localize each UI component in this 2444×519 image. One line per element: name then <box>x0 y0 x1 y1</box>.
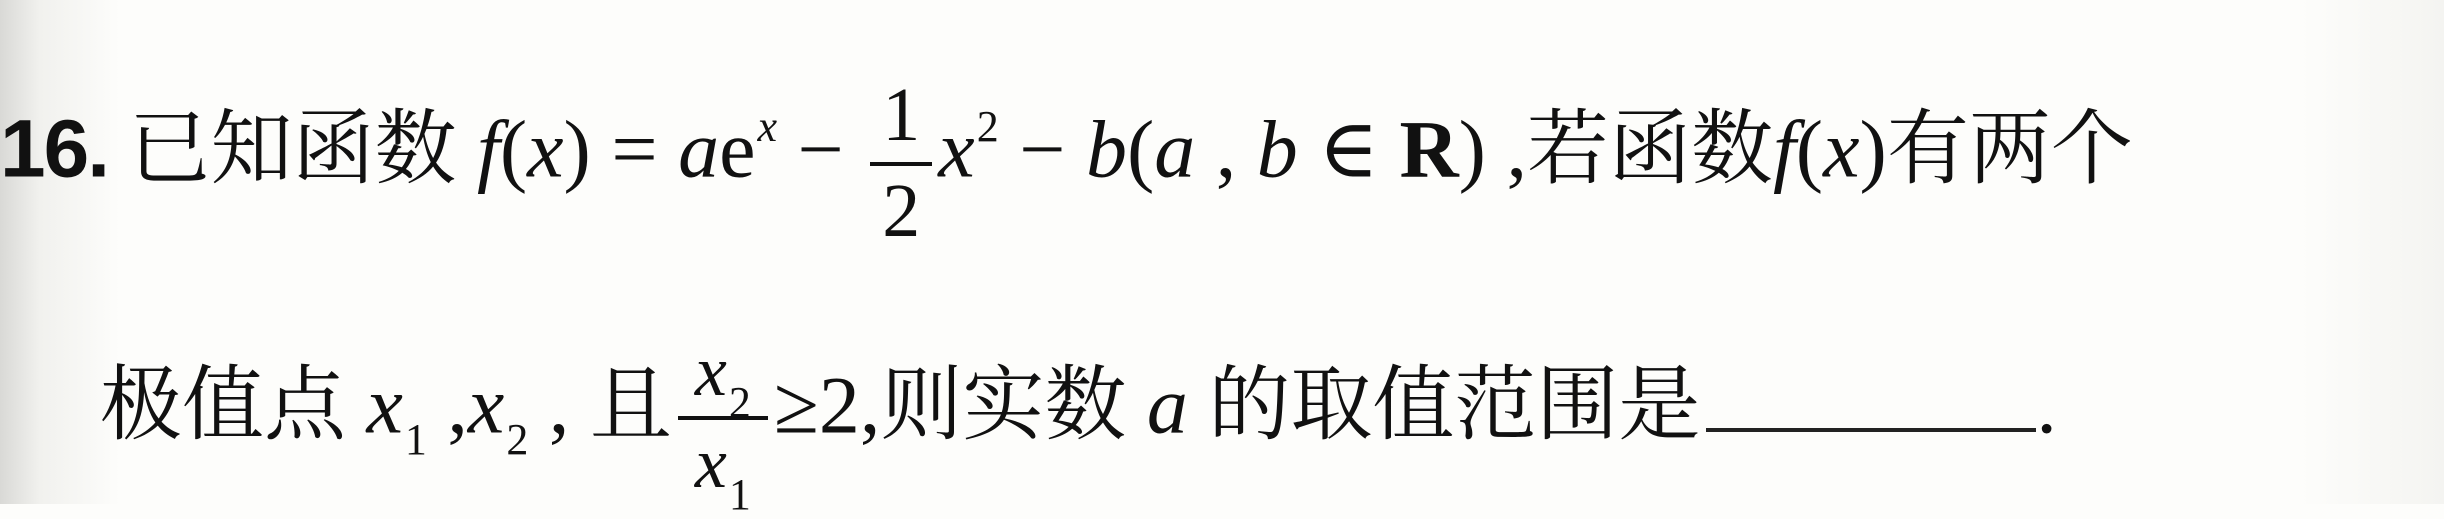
paren-close-2: ) <box>1859 103 1887 195</box>
equals-sign: = <box>611 103 679 195</box>
paren-open-2: ( <box>1795 103 1824 195</box>
problem-line-1 <box>0 70 2133 253</box>
ratio-den-sub: 1 <box>728 469 751 519</box>
ratio-num-sub: 2 <box>728 378 751 427</box>
period: . <box>2036 359 2057 451</box>
coef-a: a <box>678 103 720 195</box>
subscript-2: 2 <box>506 415 529 465</box>
real-a: a <box>1146 359 1188 451</box>
var-x-2: x <box>1823 103 1860 195</box>
range-question-text: 的取值范围是 <box>1208 357 1701 453</box>
var-x-squared: x <box>938 103 975 195</box>
extreme-points-text: 极值点 <box>100 357 347 453</box>
param-b: b <box>1256 103 1298 195</box>
var-x: x <box>527 103 564 195</box>
comma-1: , <box>426 359 468 451</box>
ratio-numerator <box>678 331 768 427</box>
const-b: b <box>1085 103 1127 195</box>
comma-2: , <box>528 359 570 451</box>
problem-line-2 <box>100 330 2057 519</box>
question-number: 16. <box>0 103 108 195</box>
condition-text: 若函数 <box>1526 101 1773 197</box>
real-numbers-symbol: R <box>1399 103 1459 195</box>
euler-e: e <box>719 103 756 195</box>
ratio-num-var: x <box>694 331 727 411</box>
var-x2: x <box>467 359 505 451</box>
element-of: ∈ <box>1297 103 1400 195</box>
ratio-fraction <box>678 331 768 519</box>
paren-close: ) <box>563 103 591 195</box>
ratio-den-var: x <box>694 422 727 503</box>
intro-text: 已知函数 <box>128 101 457 197</box>
and-text: 且 <box>589 357 672 453</box>
fraction-numerator: 1 <box>882 73 921 157</box>
subscript-1: 1 <box>404 415 427 465</box>
comma-separator: , <box>1485 103 1527 195</box>
fraction-bar <box>870 162 932 166</box>
minus-sign-1: − <box>797 103 865 195</box>
function-name: f <box>477 103 500 195</box>
minus-sign-2: − <box>1019 103 1086 195</box>
fraction-one-half <box>870 73 932 253</box>
param-comma: , <box>1195 103 1257 195</box>
exponent-x: x <box>757 101 778 151</box>
var-x1: x <box>366 359 403 451</box>
tail-text: 有两个 <box>1886 101 2133 197</box>
ratio-bar <box>678 416 768 420</box>
function-name-2: f <box>1773 103 1796 195</box>
param-a: a <box>1154 103 1196 195</box>
then-text: 则实数 <box>880 357 1127 453</box>
answer-blank[interactable] <box>1706 418 2036 432</box>
geq-two: ≥2, <box>773 359 881 451</box>
params-open: ( <box>1126 103 1155 195</box>
fraction-denominator: 2 <box>882 168 921 253</box>
params-close: ) <box>1458 103 1486 195</box>
ratio-denominator <box>678 422 768 519</box>
paren-open: ( <box>499 103 528 195</box>
square-exponent: 2 <box>976 101 999 151</box>
